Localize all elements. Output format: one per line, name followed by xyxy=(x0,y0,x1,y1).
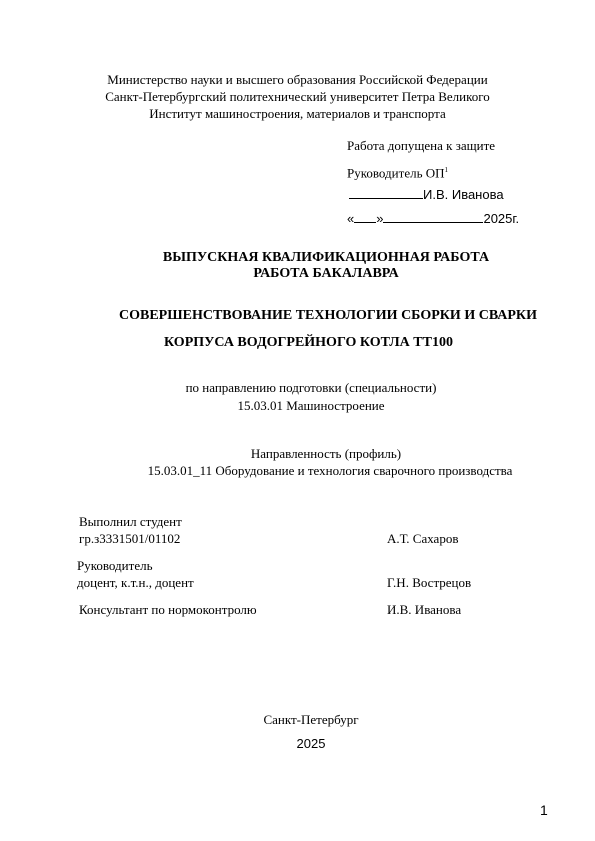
head-footnote-mark: 1 xyxy=(444,166,449,174)
date-quote-close: » xyxy=(376,211,384,226)
profile-value: 15.03.01_11 Оборудование и технология сварочного производства xyxy=(147,463,513,478)
university-line: Санкт-Петербургский политехнический университет Петра Великого xyxy=(105,89,490,104)
signer-name: И.В. Иванова xyxy=(423,187,504,202)
date-quote-open: « xyxy=(347,211,355,226)
head-label xyxy=(347,162,448,181)
signature-blank xyxy=(349,186,423,199)
topic-line-1: СОВЕРШЕНСТВОВАНИЕ ТЕХНОЛОГИИ СБОРКИ И СВАРКИ xyxy=(119,308,537,323)
degree-title: РАБОТА БАКАЛАВРА xyxy=(253,266,399,281)
student-label: Выполнил студент xyxy=(79,514,182,529)
page-number: 1 xyxy=(540,802,548,818)
day-blank xyxy=(354,210,376,223)
student-name: А.Т. Сахаров xyxy=(387,531,459,546)
admitted-label: Работа допущена к защите xyxy=(347,138,496,153)
supervisor-label: Руководитель xyxy=(77,558,153,573)
ministry-line: Министерство науки и высшего образования Российской Федерации xyxy=(107,72,488,87)
consultant-name: И.В. Иванова xyxy=(387,602,462,617)
direction-label: по направлению подготовки (специальности) xyxy=(185,380,437,395)
work-type-title: ВЫПУСКНАЯ КВАЛИФИКАЦИОННАЯ РАБОТА xyxy=(162,250,490,265)
month-blank xyxy=(383,210,483,223)
institute-line: Институт машиностроения, материалов и транспорта xyxy=(149,106,446,121)
signature-line xyxy=(349,186,504,203)
city-line: Санкт-Петербург xyxy=(263,712,359,727)
profile-label: Направленность (профиль) xyxy=(250,446,402,461)
student-group: гр.з3331501/01102 xyxy=(79,531,181,546)
approval-date xyxy=(347,210,519,227)
consultant-label: Консультант по нормоконтролю xyxy=(79,602,257,617)
supervisor-title: доцент, к.т.н., доцент xyxy=(77,575,194,590)
head-label-text: Руководитель ОП xyxy=(347,165,445,181)
supervisor-name: Г.Н. Вострецов xyxy=(387,575,472,590)
year-line: 2025 xyxy=(296,736,326,751)
direction-value: 15.03.01 Машиностроение xyxy=(237,398,385,413)
approval-year: 2025г. xyxy=(483,211,520,226)
topic-line-2: КОРПУСА ВОДОГРЕЙНОГО КОТЛА ТТ100 xyxy=(164,335,453,350)
